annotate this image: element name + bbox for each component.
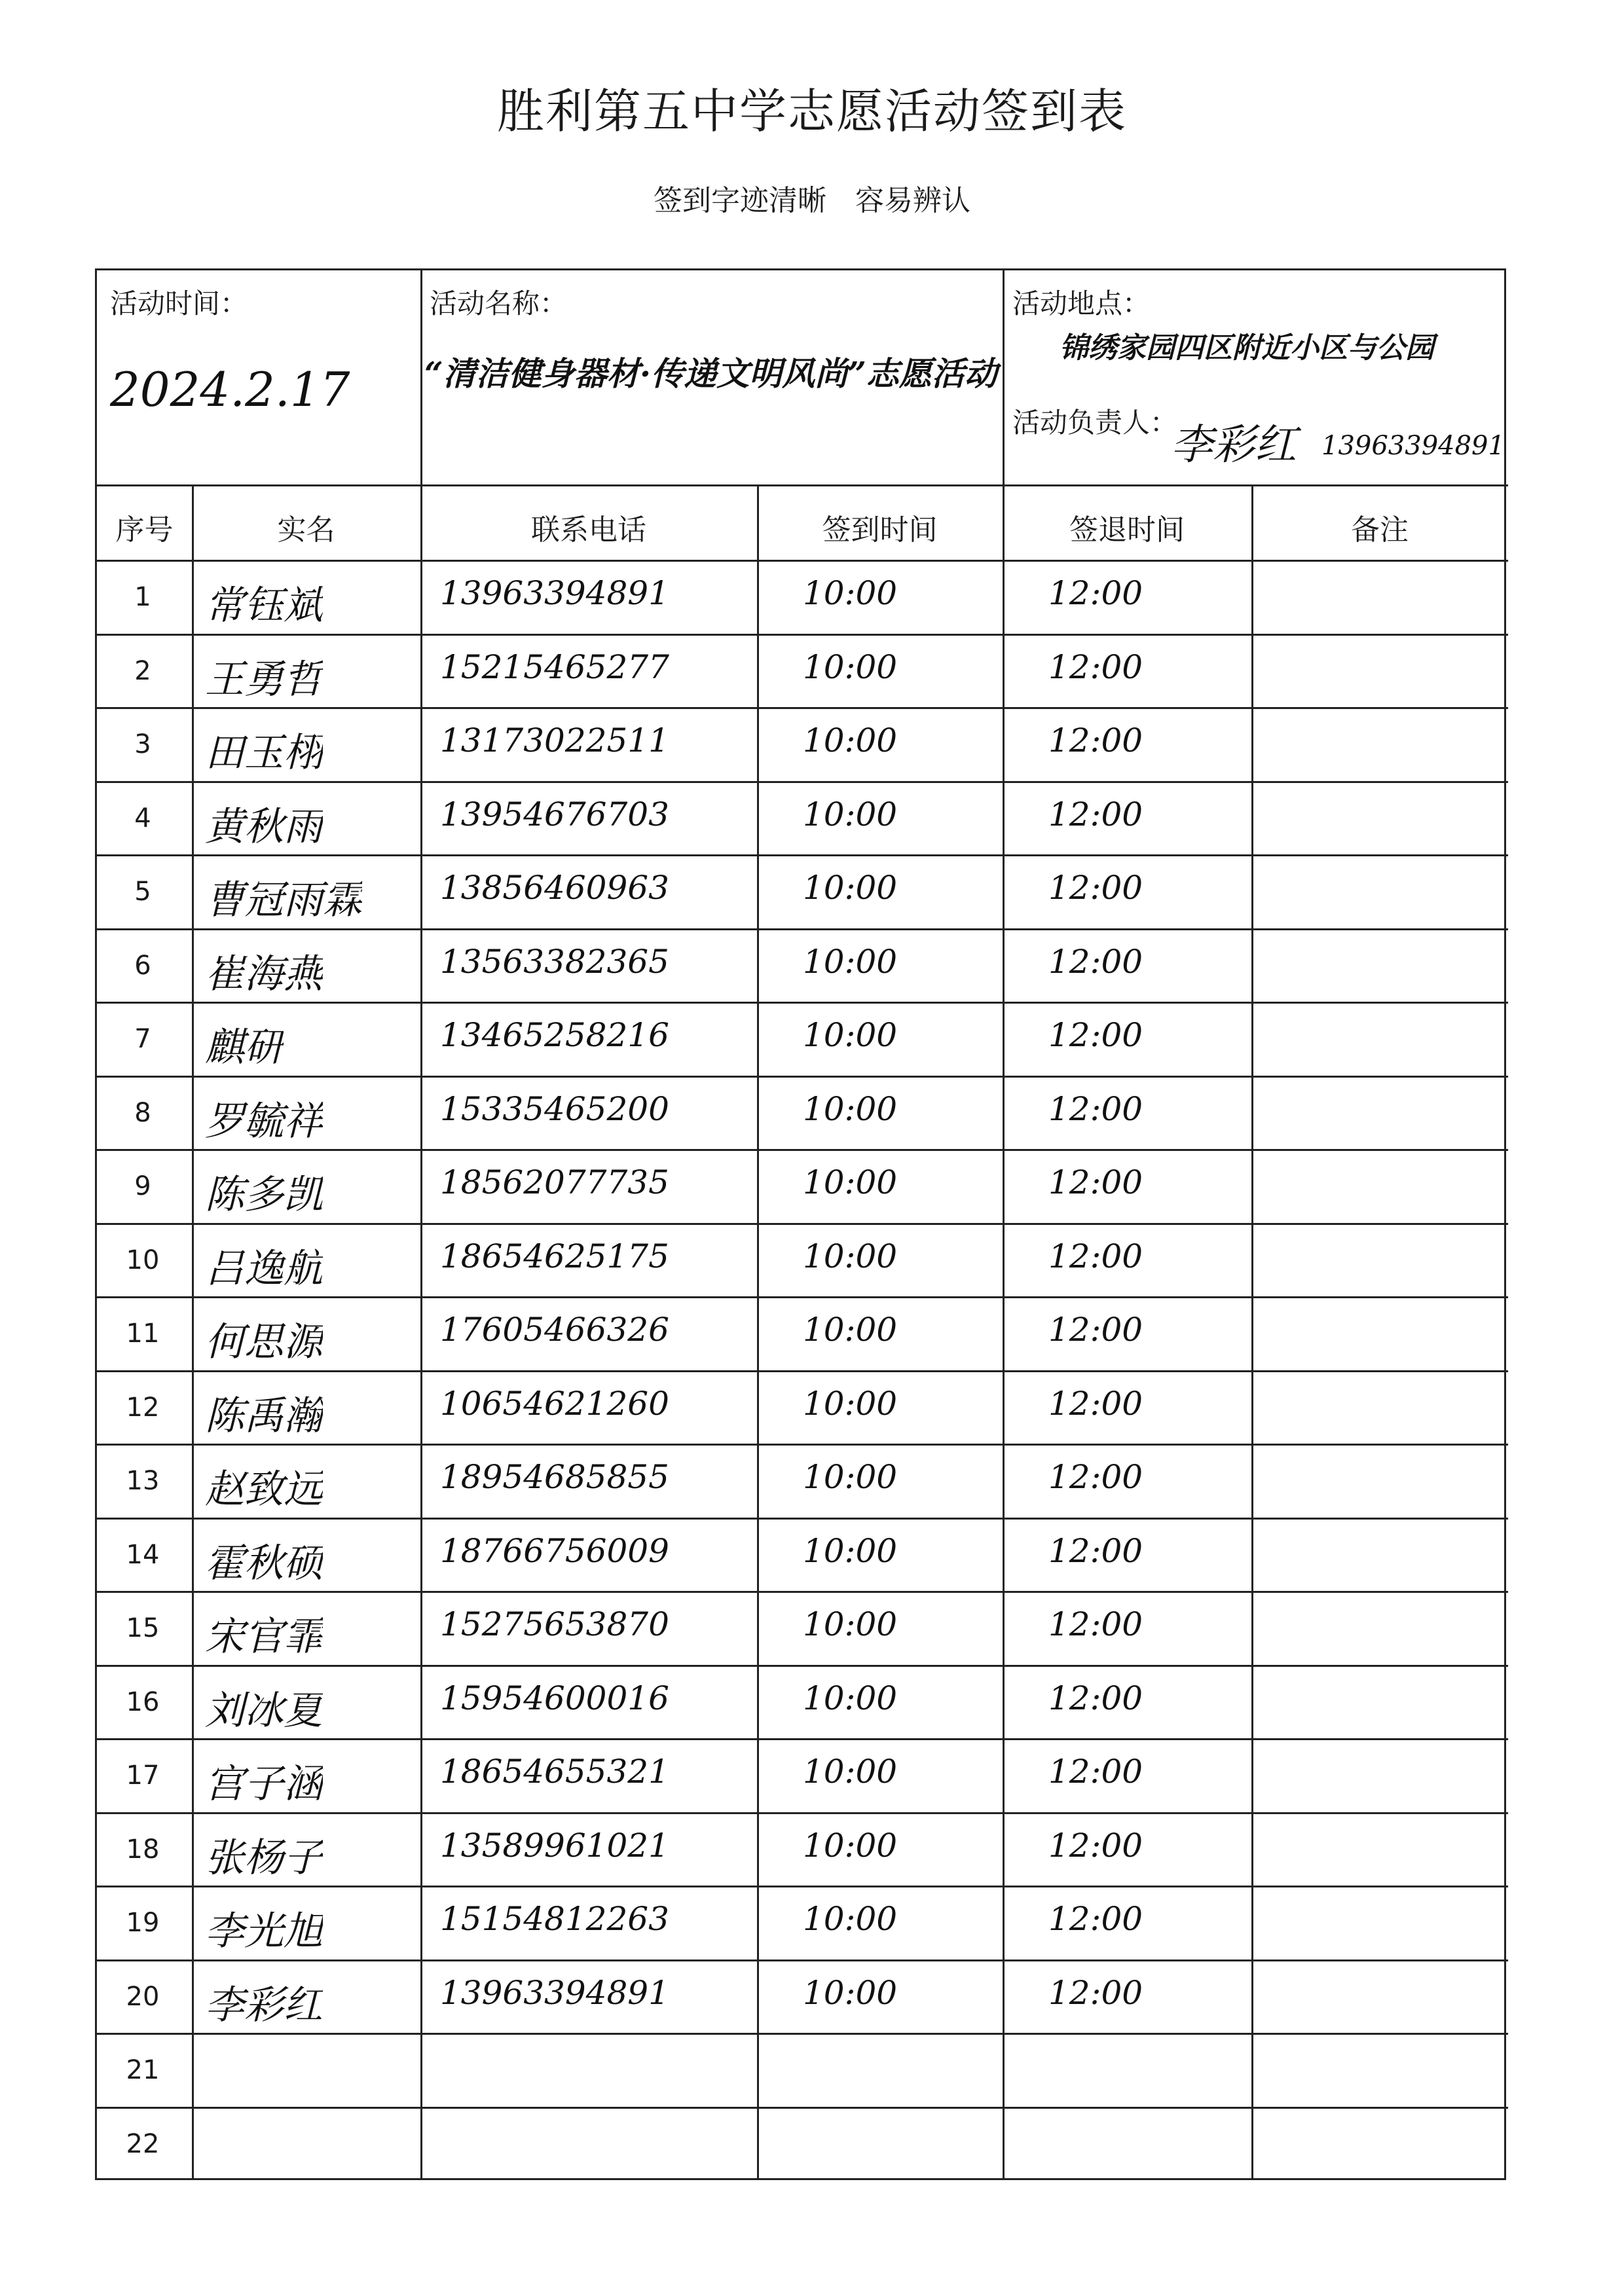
- row-number: 3: [134, 729, 151, 759]
- row-divider: [97, 1886, 1508, 1887]
- divider: [420, 270, 422, 486]
- checkout-time: 12:00: [1048, 1900, 1143, 1938]
- row-divider: [97, 1002, 1508, 1004]
- sign-in-table: [95, 268, 1506, 2180]
- checkout-time: 12:00: [1048, 1237, 1143, 1275]
- column-divider: [757, 486, 759, 2180]
- signer-phone: 17605466326: [440, 1311, 669, 1349]
- signer-name: 陈禹瀚: [205, 1393, 323, 1439]
- leader-label: 活动负责人：: [1012, 407, 1178, 439]
- signer-name: 李彩红: [205, 1982, 323, 2028]
- row-divider: [97, 707, 1508, 709]
- row-number: 1: [134, 582, 151, 612]
- column-header-no: 序号: [115, 513, 174, 547]
- row-divider: [97, 1149, 1508, 1151]
- checkin-time: 10:00: [803, 1531, 898, 1570]
- checkin-time: 10:00: [803, 1753, 898, 1791]
- signer-name: 崔海燕: [205, 951, 323, 997]
- signer-phone: 13563382365: [440, 942, 669, 981]
- row-divider: [97, 1812, 1508, 1814]
- checkout-time: 12:00: [1048, 1679, 1143, 1717]
- row-divider: [97, 1296, 1508, 1298]
- signer-phone: 13173022511: [440, 721, 669, 759]
- column-header-checkout: 签退时间: [1069, 513, 1185, 547]
- checkin-time: 10:00: [803, 1605, 898, 1643]
- checkin-time: 10:00: [803, 574, 898, 612]
- checkin-time: 10:00: [803, 1237, 898, 1275]
- signer-name: 赵致远: [205, 1467, 323, 1512]
- signer-name: 常钰斌: [205, 583, 323, 629]
- checkin-time: 10:00: [803, 942, 898, 981]
- row-divider: [97, 781, 1508, 783]
- signer-name: 罗毓祥: [205, 1098, 323, 1144]
- divider: [97, 484, 1508, 486]
- checkin-time: 10:00: [803, 795, 898, 833]
- row-divider: [97, 634, 1508, 636]
- row-divider: [97, 560, 1508, 562]
- row-number: 19: [126, 1908, 160, 1938]
- checkout-time: 12:00: [1048, 721, 1143, 759]
- signer-phone: 18654625175: [440, 1237, 669, 1275]
- column-header-checkin: 签到时间: [822, 513, 938, 547]
- signer-phone: 18954685855: [440, 1458, 669, 1496]
- column-divider: [192, 486, 194, 2180]
- leader-phone: 13963394891: [1321, 431, 1505, 461]
- column-divider: [1003, 486, 1005, 2180]
- column-header-name: 实名: [277, 513, 335, 547]
- signer-phone: 18654655321: [440, 1753, 669, 1791]
- signer-phone: 15154812263: [440, 1900, 669, 1938]
- signer-phone: 13465258216: [440, 1016, 669, 1054]
- checkin-time: 10:00: [803, 1311, 898, 1349]
- checkout-time: 12:00: [1048, 795, 1143, 833]
- row-divider: [97, 2107, 1508, 2109]
- row-divider: [97, 1370, 1508, 1372]
- checkin-time: 10:00: [803, 1163, 898, 1201]
- signer-phone: 15954600016: [440, 1679, 669, 1717]
- checkout-time: 12:00: [1048, 1973, 1143, 2012]
- row-divider: [97, 2033, 1508, 2035]
- row-number: 20: [126, 1981, 160, 2012]
- signer-name: 曹冠雨霖: [205, 877, 362, 923]
- signer-name: 宫子涵: [205, 1761, 323, 1807]
- time-label: 活动时间：: [110, 287, 248, 319]
- signer-name: 何思源: [205, 1319, 323, 1365]
- checkout-time: 12:00: [1048, 1016, 1143, 1054]
- signer-phone: 10654621260: [440, 1384, 669, 1423]
- checkin-time: 10:00: [803, 1016, 898, 1054]
- row-number: 6: [134, 950, 151, 981]
- row-number: 4: [134, 803, 151, 833]
- signer-name: 张杨子: [205, 1834, 323, 1881]
- checkin-time: 10:00: [803, 721, 898, 759]
- row-number: 14: [126, 1539, 160, 1570]
- checkout-time: 12:00: [1048, 1531, 1143, 1570]
- column-header-remark: 备注: [1351, 513, 1409, 547]
- column-divider: [420, 486, 422, 2180]
- signer-name: 宋官霏: [205, 1614, 323, 1660]
- checkout-time: 12:00: [1048, 647, 1143, 686]
- row-number: 17: [126, 1760, 160, 1791]
- row-divider: [97, 928, 1508, 930]
- row-divider: [97, 1591, 1508, 1593]
- signer-name: 李光旭: [205, 1908, 323, 1954]
- row-number: 21: [126, 2055, 160, 2085]
- row-number: 15: [126, 1613, 160, 1643]
- row-number: 11: [126, 1319, 160, 1349]
- place-label: 活动地点：: [1012, 287, 1151, 319]
- checkout-time: 12:00: [1048, 1753, 1143, 1791]
- checkin-time: 10:00: [803, 1458, 898, 1496]
- signer-name: 田玉栩: [205, 730, 323, 776]
- sheet-title: 胜利第五中学志愿活动签到表: [496, 84, 1127, 139]
- signer-name: 陈多凯: [205, 1172, 323, 1218]
- row-number: 2: [134, 655, 151, 686]
- signer-name: 刘冰夏: [205, 1687, 323, 1734]
- place-value: 锦绣家园四区附近小区与公园: [1060, 331, 1434, 365]
- row-number: 5: [134, 877, 151, 907]
- divider: [1003, 270, 1005, 486]
- row-divider: [97, 1223, 1508, 1225]
- checkin-time: 10:00: [803, 1679, 898, 1717]
- row-number: 16: [126, 1686, 160, 1717]
- checkout-time: 12:00: [1048, 1605, 1143, 1643]
- signer-phone: 15335465200: [440, 1089, 669, 1128]
- checkin-time: 10:00: [803, 1973, 898, 2012]
- signer-name: 麒研: [205, 1025, 284, 1070]
- row-divider: [97, 1518, 1508, 1520]
- leader-name: 李彩红: [1171, 421, 1297, 469]
- signer-phone: 13589961021: [440, 1826, 669, 1865]
- checkout-time: 12:00: [1048, 942, 1143, 981]
- checkin-time: 10:00: [803, 647, 898, 686]
- row-number: 8: [134, 1097, 151, 1128]
- checkin-time: 10:00: [803, 1384, 898, 1423]
- row-number: 22: [126, 2128, 160, 2159]
- name-label: 活动名称：: [430, 287, 568, 319]
- row-divider: [97, 1959, 1508, 1961]
- sheet-subtitle: 签到字迹清晰 容易辨认: [654, 184, 970, 217]
- row-number: 9: [134, 1171, 151, 1201]
- checkin-time: 10:00: [803, 1826, 898, 1865]
- signer-phone: 15275653870: [440, 1605, 669, 1643]
- row-number: 18: [126, 1834, 160, 1865]
- checkout-time: 12:00: [1048, 1458, 1143, 1496]
- time-value: 2024.2.17: [110, 362, 350, 417]
- row-divider: [97, 1665, 1508, 1667]
- signer-name: 王勇哲: [205, 656, 323, 702]
- name-value: “清洁健身器材·传递文明风尚”志愿活动: [424, 354, 997, 393]
- row-divider: [97, 1738, 1508, 1740]
- checkout-time: 12:00: [1048, 1089, 1143, 1128]
- checkout-time: 12:00: [1048, 1826, 1143, 1865]
- checkout-time: 12:00: [1048, 869, 1143, 907]
- row-divider: [97, 854, 1508, 856]
- checkout-time: 12:00: [1048, 1384, 1143, 1423]
- row-number: 10: [126, 1245, 160, 1275]
- checkout-time: 12:00: [1048, 1311, 1143, 1349]
- column-divider: [1251, 486, 1253, 2180]
- checkout-time: 12:00: [1048, 574, 1143, 612]
- row-number: 13: [126, 1466, 160, 1496]
- signer-phone: 13963394891: [440, 574, 669, 612]
- column-header-phone: 联系电话: [531, 513, 646, 547]
- row-divider: [97, 1076, 1508, 1078]
- signer-name: 霍秋硕: [205, 1540, 323, 1586]
- signer-phone: 18766756009: [440, 1531, 669, 1570]
- row-divider: [97, 1444, 1508, 1446]
- signer-name: 黄秋雨: [205, 803, 323, 850]
- signer-phone: 13856460963: [440, 869, 669, 907]
- checkin-time: 10:00: [803, 1089, 898, 1128]
- signer-phone: 18562077735: [440, 1163, 669, 1201]
- checkout-time: 12:00: [1048, 1163, 1143, 1201]
- signer-phone: 13963394891: [440, 1973, 669, 2012]
- signer-phone: 13954676703: [440, 795, 669, 833]
- signer-phone: 15215465277: [440, 647, 669, 686]
- checkin-time: 10:00: [803, 1900, 898, 1938]
- row-number: 7: [134, 1024, 151, 1054]
- signer-name: 吕逸航: [205, 1245, 323, 1292]
- checkin-time: 10:00: [803, 869, 898, 907]
- row-number: 12: [126, 1392, 160, 1423]
